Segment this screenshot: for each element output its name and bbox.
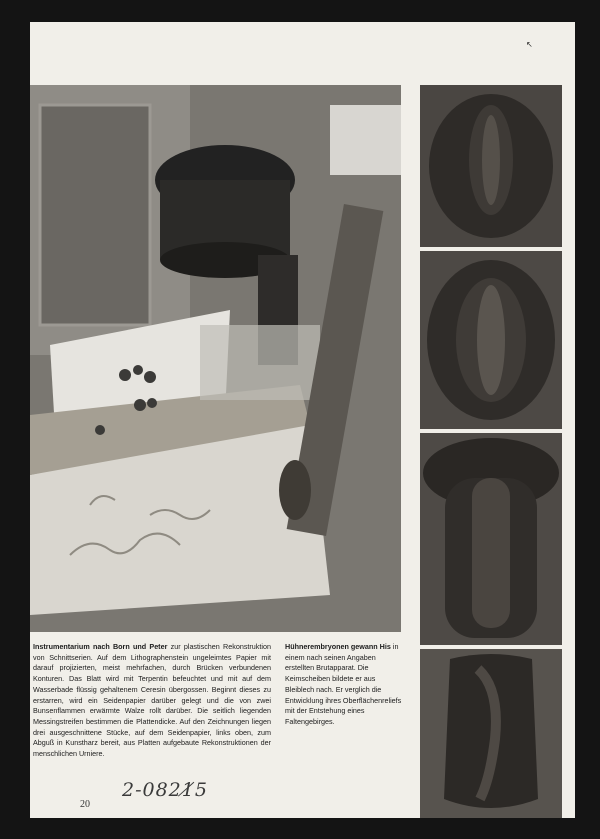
- caption-instrumentarium-heading: Instrumentarium nach Born und Peter: [33, 642, 168, 651]
- caption-huehnerembryonen-body: in einem nach seinen Angaben erstellten Brutapparat. Die Keimscheiben bildete er aus Bleiblech nach. Er verglich die Entwicklung ihres Oberflächenreliefs mit der Entstehung eines Faltengebirges.: [285, 642, 402, 726]
- embryo-photo-1: [420, 85, 562, 247]
- caption-huehnerembryonen: [285, 642, 403, 728]
- embryo-photo-4: [420, 649, 562, 818]
- page-number: 20: [80, 799, 90, 810]
- corner-mark: ↖: [526, 40, 533, 49]
- caption-huehnerembryonen-heading: Hühnerembryonen gewann His: [285, 642, 391, 651]
- handwritten-note: 2-0821̸5: [122, 779, 208, 801]
- embryo-photo-3: [420, 433, 562, 645]
- instrument-photo: [30, 85, 401, 632]
- caption-instrumentarium: [33, 642, 271, 760]
- embryo-photo-2: [420, 251, 562, 429]
- caption-instrumentarium-body: zur plastischen Rekonstruktion von Schnittserien. Auf dem Lithographenstein ungeleimtes Papier mit darauf projizierten, meist mehrfachen, durch Brücken verbundenen Konturen. Das Blatt wird mit Terpentin befeuchtet und mit auf dem Wasserbade flüssig gehaltenem Ceresin übergossen. Beginnt dieses zu erstarren, wird ein Seidenpapier darüber gelegt und die von zwei Bunsenflammen erwärmte Walze rollt darüber. Die seitlich liegenden Messingstreifen bestimmen die Plattendicke. Auf den Zeichnungen liegen drei ausgeschnittene Stücke, auf dem Seidenpapier, links oben, zum Abguß in Kunstharz bereit, aus Platten aufgebaute Rekonstruktionen der menschlichen Urniere.: [33, 642, 271, 759]
